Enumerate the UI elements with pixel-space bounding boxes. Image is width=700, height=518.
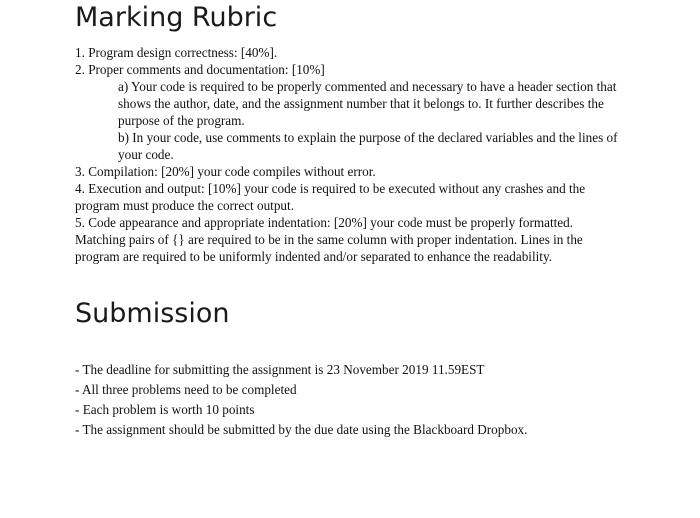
submission-problems: - All three problems need to be completed — [75, 382, 297, 397]
submission-dropbox: - The assignment should be submitted by the due date using the Blackboard Dropbox. — [75, 422, 528, 437]
submission-list — [75, 360, 620, 440]
rubric-list — [75, 44, 620, 265]
rubric-subitem-variables: b) In your code, use comments to explain the purpose of the declared variables and the lines of your code. — [118, 130, 618, 162]
rubric-item-compilation: 3. Compilation: [20%] your code compiles without error. — [75, 164, 376, 179]
rubric-item-execution: 4. Execution and output: [10%] your code is required to be executed without any crashes and the program must produce the correct output. — [75, 181, 586, 213]
submission-heading: Submission — [75, 298, 230, 329]
submission-points: - Each problem is worth 10 points — [75, 402, 255, 417]
rubric-heading: Marking Rubric — [75, 2, 278, 33]
rubric-subitem-header: a) Your code is required to be properly commented and necessary to have a header section that shows the author, date, and the assignment number that it belongs to. It further describes the purpose of the program. — [118, 79, 617, 128]
rubric-item-design: 1. Program design correctness: [40%]. — [75, 45, 278, 60]
submission-deadline: - The deadline for submitting the assignment is 23 November 2019 11.59EST — [75, 362, 485, 377]
rubric-item-comments: 2. Proper comments and documentation: [10%] — [75, 62, 325, 77]
rubric-item-appearance: 5. Code appearance and appropriate indentation: [20%] your code must be properly formatted. Matching pairs of {} are required to be in the same column with proper indentation. Lines in the program are required to be uniformly indented and/or separated to enhance the readability. — [75, 215, 583, 264]
